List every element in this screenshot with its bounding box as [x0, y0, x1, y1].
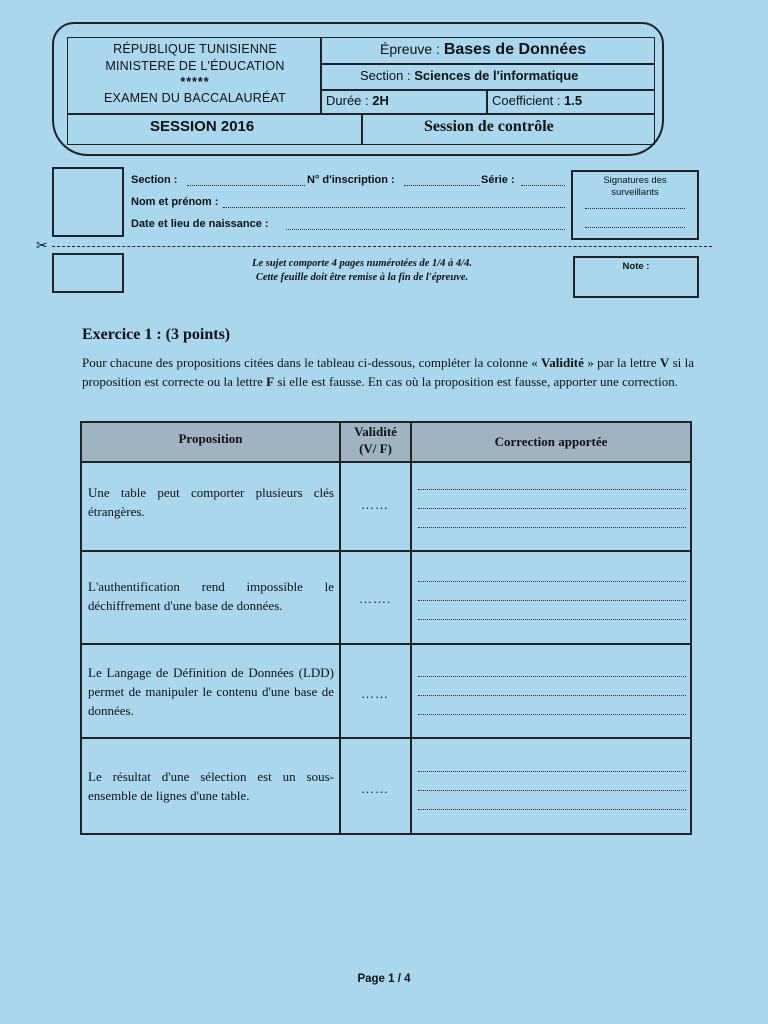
header-proposition: Proposition: [178, 431, 243, 446]
note-box: [573, 256, 699, 298]
name-label: Nom et prénom :: [131, 196, 219, 208]
correction-input[interactable]: [418, 527, 686, 528]
note-label: Note :: [622, 261, 650, 272]
republic-label: RÉPUBLIQUE TUNISIENNE: [113, 42, 277, 56]
correction-input[interactable]: [418, 695, 686, 696]
validite-input[interactable]: ……: [361, 781, 389, 796]
correction-input[interactable]: [418, 809, 686, 810]
duree-label: Durée :: [326, 93, 369, 108]
section-label: Section :: [360, 68, 411, 83]
proposition-text: Le résultat d'une sélection est un sous-ensemble de lignes d'une table.: [88, 769, 334, 803]
header-grid: [67, 37, 655, 145]
signatures-label: Signatures des surveillants: [603, 175, 667, 198]
proposition-text: Une table peut comporter plusieurs clés étrangères.: [88, 485, 334, 519]
exercise-instructions: Pour chacune des propositions citées dans le tableau ci-dessous, compléter la colonne « Validité » par la lettre V si la proposition est correcte ou la lettre F si elle est fausse. En cas où la proposition est fausse, apporter une correction.: [82, 355, 694, 389]
code-box: [52, 253, 124, 293]
name-input[interactable]: [223, 207, 565, 208]
validity-table: [80, 421, 692, 835]
epreuve-label: Épreuve :: [380, 41, 440, 57]
correction-input[interactable]: [418, 676, 686, 677]
notice: [196, 257, 528, 285]
birth-label: Date et lieu de naissance :: [131, 218, 269, 230]
correction-input[interactable]: [418, 714, 686, 715]
correction-input[interactable]: [418, 619, 686, 620]
inscription-label: N° d'inscription :: [307, 174, 395, 186]
section-label: Section :: [131, 174, 178, 186]
header-correction: Correction apportée: [494, 434, 608, 449]
duree-field: [326, 93, 389, 108]
correction-input[interactable]: [418, 508, 686, 509]
coefficient-field: [492, 93, 582, 108]
signatures-box: [571, 170, 699, 240]
section-input[interactable]: [187, 185, 305, 186]
scissors-icon: ✂: [36, 239, 48, 254]
proposition-text: L'authentification rend impossible le déchiffrement d'une base de données.: [88, 579, 334, 613]
session-type: Session de contrôle: [424, 118, 554, 135]
section-value: Sciences de l'informatique: [414, 68, 579, 83]
page-number: Page 1 / 4: [357, 973, 411, 985]
notice-line-1: Le sujet comporte 4 pages numérotées de 1/4 à 4/4.: [252, 258, 472, 269]
correction-input[interactable]: [418, 600, 686, 601]
serie-input[interactable]: [521, 185, 565, 186]
exercise-title: Exercice 1 : (3 points): [82, 326, 231, 343]
notice-line-2: Cette feuille doit être remise à la fin de l'épreuve.: [255, 272, 469, 283]
epreuve-value: Bases de Données: [443, 41, 587, 58]
birth-input[interactable]: [286, 229, 565, 230]
anonymous-code-box: [52, 167, 124, 237]
section-field: [360, 68, 578, 83]
validite-input[interactable]: ……: [361, 497, 389, 512]
correction-input[interactable]: [418, 581, 686, 582]
correction-input[interactable]: [418, 771, 686, 772]
exam-label: EXAMEN DU BACCALAURÉAT: [104, 91, 286, 105]
validite-input[interactable]: ……: [361, 686, 389, 701]
duree-value: 2H: [372, 93, 389, 108]
header-validite: Validité (V/ F): [354, 424, 397, 456]
correction-input[interactable]: [418, 790, 686, 791]
cut-line: [52, 246, 712, 247]
coefficient-label: Coefficient :: [492, 93, 561, 108]
coefficient-value: 1.5: [564, 93, 583, 108]
serie-label: Série :: [481, 174, 515, 186]
epreuve-field: [380, 41, 586, 59]
correction-input[interactable]: [418, 489, 686, 490]
proposition-text: Le Langage de Définition de Données (LDD) permet de manipuler le contenu d'une base de données.: [88, 665, 334, 718]
stars-decoration: *****: [180, 75, 210, 89]
ministry-label: MINISTERE DE L'ÉDUCATION: [105, 59, 285, 73]
validite-input[interactable]: …….: [359, 591, 392, 606]
session-year: SESSION 2016: [150, 118, 255, 135]
inscription-input[interactable]: [404, 185, 480, 186]
